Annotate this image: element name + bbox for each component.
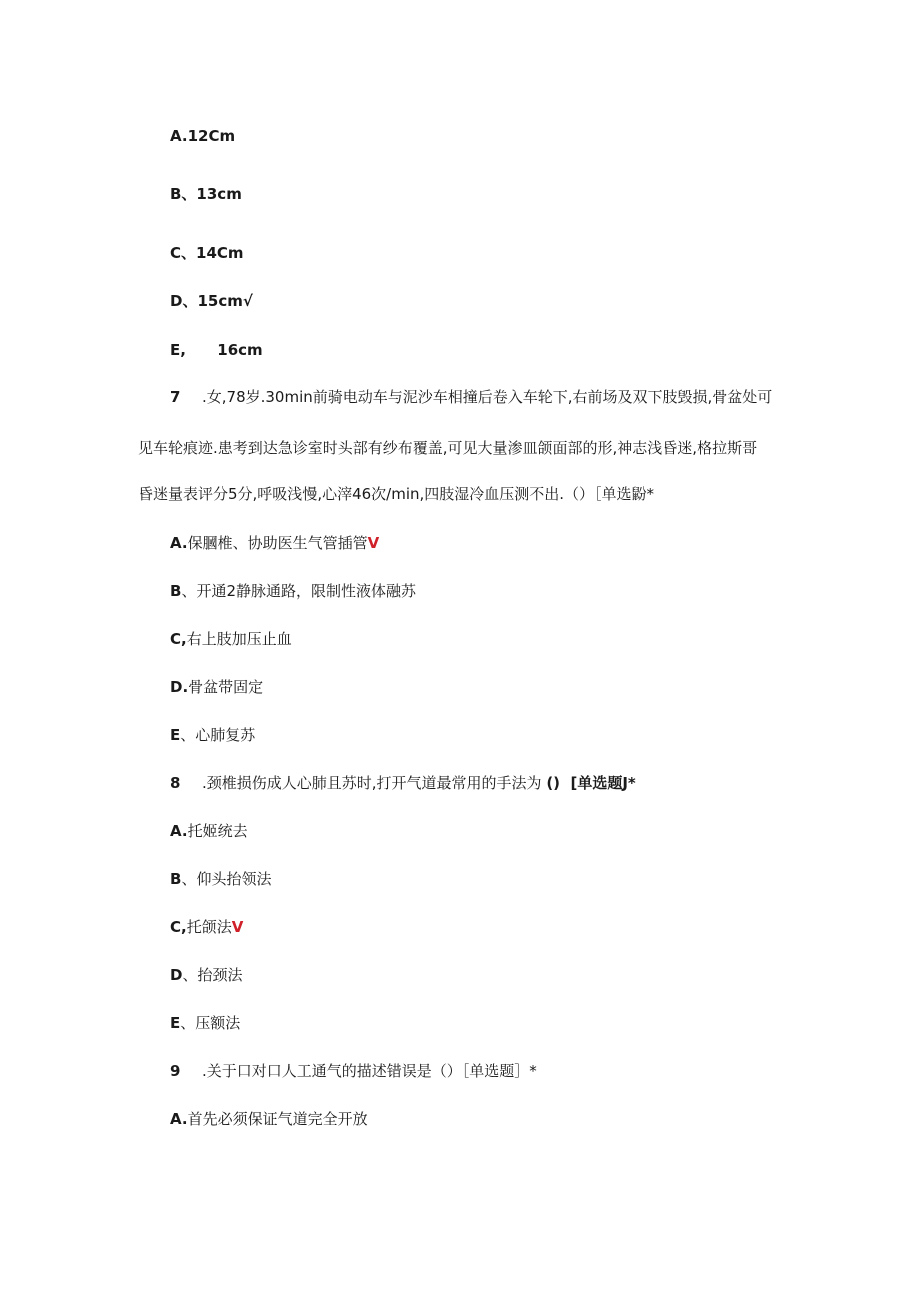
question-8 <box>170 773 636 793</box>
q7-option-a <box>170 533 379 553</box>
option-letter: A. <box>170 1110 188 1128</box>
option-letter: A. <box>170 822 188 840</box>
option-letter: E <box>170 726 181 744</box>
question-7-stem-part-1: .女,78岁.30min前骑电动车与泥沙车相撞后卷入车轮下,右前场及双下肢毁损,骨盆处可 <box>202 388 773 406</box>
option-text: 托颌法 <box>186 918 232 936</box>
question-7-line-2: 见车轮痕迹.患考到达急诊室时头部有纱布覆盖,可见大量渗皿颌面部的形,神志浅昏迷,格拉斯哥 <box>138 439 758 457</box>
option-letter: B <box>170 582 182 600</box>
option-letter: C, <box>170 918 187 936</box>
question-stem: .颈椎损伤成人心肺且苏时,打开气道最常用的手法为 <box>202 774 542 792</box>
option-a: A.12Cm <box>170 127 236 145</box>
option-letter: A. <box>170 534 188 552</box>
question-7-line-1 <box>170 387 772 407</box>
option-letter: B <box>170 870 182 888</box>
q7-option-b <box>170 581 416 601</box>
q8-option-e <box>170 1013 240 1033</box>
option-c: C、14Cm <box>170 244 244 262</box>
option-text: 、抬颈法 <box>182 966 243 984</box>
option-letter: C, <box>170 630 187 648</box>
option-text: 首先必须保证气道完全开放 <box>187 1110 368 1128</box>
option-text: 、心肺复苏 <box>180 726 256 744</box>
q9-option-a <box>170 1109 368 1129</box>
option-text: 、仰头抬领法 <box>181 870 272 888</box>
question-number: 8 <box>170 774 181 792</box>
q8-option-a <box>170 821 248 841</box>
option-text: 、开通2静脉通路，限制性液体融苏 <box>181 582 416 600</box>
q7-option-c <box>170 629 292 649</box>
option-letter: D <box>170 966 183 984</box>
q8-option-d <box>170 965 242 985</box>
q8-option-c <box>170 917 243 937</box>
option-text: 右上肢加压止血 <box>186 630 292 648</box>
correct-mark: V <box>231 918 244 936</box>
question-type: () [单选题J* <box>546 774 636 792</box>
option-text: 保膕椎、协助医生气管插管 <box>187 534 368 552</box>
question-number: 7 <box>170 388 181 406</box>
option-text: 托姬统去 <box>187 822 248 840</box>
option-letter: D. <box>170 678 189 696</box>
question-number: 9 <box>170 1062 181 1080</box>
q7-option-d <box>170 677 263 697</box>
option-text: 骨盆带固定 <box>188 678 264 696</box>
question-stem: .关于口对口人工通气的描述错误是（）［单选题］* <box>202 1062 537 1080</box>
question-9 <box>170 1061 537 1081</box>
question-7-line-3: 昏迷量表评分5分,呼吸浅慢,心滓46次/min,四肢湿冷血压测不出.（）［单选鼢* <box>138 485 655 503</box>
option-d: D、15cm√ <box>170 292 253 310</box>
option-letter: E <box>170 1014 181 1032</box>
option-text: 、压额法 <box>180 1014 241 1032</box>
option-e: E, 16cm <box>170 341 263 359</box>
q8-option-b <box>170 869 271 889</box>
q7-option-e <box>170 725 255 745</box>
option-b: B、13cm <box>170 185 242 203</box>
correct-mark: V <box>367 534 380 552</box>
